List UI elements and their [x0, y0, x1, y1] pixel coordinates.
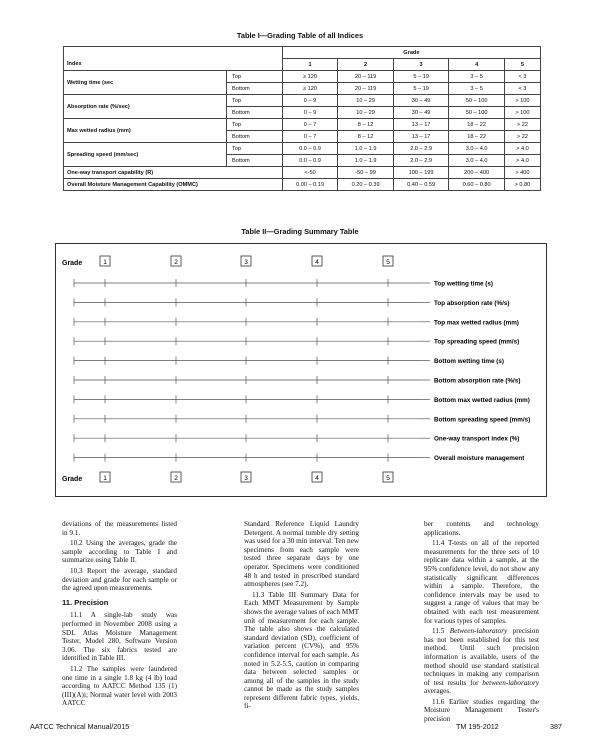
index-name: Max wetted radius (mm)	[64, 119, 227, 143]
grade-label: Grade	[62, 476, 83, 483]
grade-range-cell: < 3	[504, 71, 540, 83]
grade-range-cell: 5 – 19	[393, 71, 449, 83]
grade-number: 4	[315, 475, 319, 482]
grade-number: 2	[174, 259, 178, 266]
grade-range-cell: 30 – 49	[393, 95, 449, 107]
row-label: Top max wetted radius (mm)	[434, 319, 519, 327]
row-label: Top spreading speed (mm/s)	[434, 338, 520, 346]
row-label: One-way transport index (%)	[434, 435, 520, 443]
paragraph: 11.2 The samples were laundered one time in a single 1.8 kg (4 lb) load according to AATCC Method 135 (1)(III)(A)i; Normal water level with 2003 AATCC	[62, 664, 177, 708]
row-label: Top wetting time (s)	[434, 280, 493, 288]
grade-range-cell: 13 – 17	[393, 119, 449, 131]
grade-range-cell: > 22	[504, 119, 540, 131]
grade-range-cell: 0.40 – 0.59	[393, 179, 449, 191]
grade-range-cell: 10 – 29	[338, 107, 394, 119]
grade-range-cell: 0 – 9	[282, 95, 338, 107]
grade-range-cell: > 100	[504, 95, 540, 107]
grade-column-header: 3	[393, 59, 449, 71]
row-label: Top absorption rate (%/s)	[434, 299, 510, 307]
footer-method: TM 195-2012	[456, 722, 499, 731]
table2-caption: Table II—Grading Summary Table	[241, 227, 359, 236]
summary-chart	[56, 244, 546, 496]
grade-range-cell: > 22	[504, 131, 540, 143]
grade-label: Grade	[62, 260, 83, 267]
page-number: 387	[550, 722, 562, 731]
grade-range-cell: 13 – 17	[393, 131, 449, 143]
position-cell: Bottom	[227, 155, 283, 167]
grade-range-cell: 1.0 – 1.9	[338, 155, 394, 167]
grade-range-cell: 0 – 7	[282, 131, 338, 143]
table-row	[64, 179, 541, 191]
grade-range-cell: 30 – 49	[393, 107, 449, 119]
row-label: Overall moisture management	[434, 455, 525, 463]
row-label: Bottom spreading speed (mm/s)	[434, 416, 531, 424]
grade-range-cell: 50 – 100	[449, 95, 505, 107]
footer-left: AATCC Technical Manual/2015	[30, 722, 130, 731]
grade-range-cell: 2.0 – 2.9	[393, 143, 449, 155]
section-heading: 11. Precision	[62, 597, 109, 607]
position-cell: Top	[227, 95, 283, 107]
grade-range-cell: 3 – 5	[449, 83, 505, 95]
index-name: One-way transport capability (R)	[64, 167, 283, 179]
paragraph: 11.5 Between-laboratory precision has not been established for this test method. Until such precision information is available, users of the method should use standard statistical techniques in making any comparison of test results for between-laboratory averages.	[424, 627, 539, 696]
grade-number: 4	[315, 259, 319, 266]
paragraph: 11.1 A single-lab study was performed in November 2008 using a SDL Atlas Moisture Management Tester, Model 280, Software Version 3.06. The six fabrics tested are identified in Table III.	[62, 611, 177, 663]
grade-range-cell: 0.0 – 0.9	[282, 155, 338, 167]
index-name: Overall Moisture Management Capability (OMMC)	[64, 179, 283, 191]
grade-range-cell: 20 – 119	[338, 83, 394, 95]
grade-range-cell: <-50	[282, 167, 338, 179]
grade-range-cell: 3.0 – 4.0	[449, 143, 505, 155]
grade-range-cell: 10 – 29	[338, 95, 394, 107]
grade-range-cell: ≥ 120	[282, 83, 338, 95]
paragraph: 11.6 Earlier studies regarding the Moisture Management Tester's precision	[424, 697, 539, 724]
paragraph: 10.3 Report the average, standard deviation and grade for each sample or the agreed upon measurements.	[62, 566, 177, 593]
grade-column-header: 4	[449, 59, 505, 71]
grade-number: 5	[386, 259, 390, 266]
grade-number: 3	[244, 259, 248, 266]
grade-number: 2	[174, 475, 178, 482]
position-cell: Top	[227, 143, 283, 155]
grade-column-header: 2	[338, 59, 394, 71]
grade-range-cell: > 100	[504, 107, 540, 119]
grade-range-cell: 0.60 – 0.80	[449, 179, 505, 191]
grade-range-cell: 1.0 – 1.9	[338, 143, 394, 155]
grade-range-cell: 0 – 7	[282, 119, 338, 131]
position-cell: Top	[227, 119, 283, 131]
grade-range-cell: 0 – 9	[282, 107, 338, 119]
grade-range-cell: 20 – 119	[338, 71, 394, 83]
grade-number: 1	[103, 475, 107, 482]
table1-caption: Table I—Grading Table of all Indices	[236, 31, 364, 40]
index-name: Absorption rate (%/sec)	[64, 95, 227, 119]
grade-range-cell: 50 – 100	[449, 107, 505, 119]
table-row	[64, 71, 541, 83]
grade-range-cell: 2.0 – 2.9	[393, 155, 449, 167]
grade-range-cell: 18 – 22	[449, 119, 505, 131]
index-header-spacer	[64, 47, 283, 59]
row-label: Bottom max wetted radius (mm)	[434, 396, 530, 404]
row-label: Bottom absorption rate (%/s)	[434, 377, 521, 385]
grade-range-cell: 5 – 19	[393, 83, 449, 95]
position-cell: Bottom	[227, 107, 283, 119]
index-name: Spreading speed (mm/sec)	[64, 143, 227, 167]
grade-column-header: 5	[504, 59, 540, 71]
grade-number: 5	[386, 475, 390, 482]
position-cell: Bottom	[227, 83, 283, 95]
grade-header: Grade	[282, 47, 540, 59]
grade-range-cell: > 4.0	[504, 143, 540, 155]
grade-range-cell: ≥ 120	[282, 71, 338, 83]
grading-table	[63, 46, 541, 191]
paragraph: 10.2 Using the averages, grade the sample according to Table I and summarize using Table II.	[62, 539, 177, 565]
paragraph: ber contents and technology applications.	[424, 520, 539, 537]
row-label: Bottom wetting time (s)	[434, 358, 504, 366]
index-name: Wetting time (sec	[64, 71, 227, 95]
paragraph: 11.4 T-tests on all of the reported measurements for the three sets of 10 replicate data within a sample, at the 95% confidence level, do not show any statistically significant differences within a sample. Therefore, the confidence intervals may be used to suggest a range of values that may be obtained with each test measurement for various types of samples.	[424, 539, 539, 625]
text-column-1	[62, 520, 177, 710]
grade-column-header: 1	[282, 59, 338, 71]
grade-range-cell: 0.20 – 0.39	[338, 179, 394, 191]
paragraph: 11.3 Table III Summary Data for Each MMT Measurement by Sample shows the average values of each MMT unit of measurement for each sample. The table also shows the calculated standard deviation (SD), coefficient of variation percent (CV%), and 95% confidence interval for each sample. As noted in 5.2-5.5, caution in comparing data between selected samples or among all of the samples in the study cannot be made as the study samples represent different fabric types, yields, fi-	[244, 590, 359, 711]
text-column-2	[244, 520, 359, 713]
paragraph: Standard Reference Liquid Laundry Detergent. A normal tumble dry setting was used for a 30 min interval. Ten new specimens from each sample were tested three separate days by one operator. Specimens were conditioned 48 h and tested in prescribed standard atmospheres (see 7.2).	[244, 520, 359, 589]
grade-number: 3	[244, 475, 248, 482]
grade-range-cell: 0.0 – 0.9	[282, 143, 338, 155]
grading-summary-table	[55, 243, 547, 497]
grade-range-cell: > 4.0	[504, 155, 540, 167]
grade-range-cell: 200 – 400	[449, 167, 505, 179]
position-cell: Bottom	[227, 131, 283, 143]
grade-range-cell: 0.00 – 0.19	[282, 179, 338, 191]
index-header: Index	[64, 59, 283, 71]
table-row	[64, 95, 541, 107]
text-column-3	[424, 520, 539, 726]
grade-range-cell: > 400	[504, 167, 540, 179]
grade-range-cell: 8 – 12	[338, 131, 394, 143]
grade-range-cell: 18 – 22	[449, 131, 505, 143]
grade-range-cell: 100 – 199	[393, 167, 449, 179]
table-row	[64, 167, 541, 179]
grade-range-cell: > 0.80	[504, 179, 540, 191]
table-row	[64, 119, 541, 131]
grade-number: 1	[103, 259, 107, 266]
grade-range-cell: 8 – 12	[338, 119, 394, 131]
paragraph: deviations of the measurements listed in 9.1.	[62, 520, 177, 537]
grade-range-cell: 3 – 5	[449, 71, 505, 83]
position-cell: Top	[227, 71, 283, 83]
grade-range-cell: -50 – 99	[338, 167, 394, 179]
grade-range-cell: < 3	[504, 83, 540, 95]
table-row	[64, 143, 541, 155]
grade-range-cell: 3.0 – 4.0	[449, 155, 505, 167]
